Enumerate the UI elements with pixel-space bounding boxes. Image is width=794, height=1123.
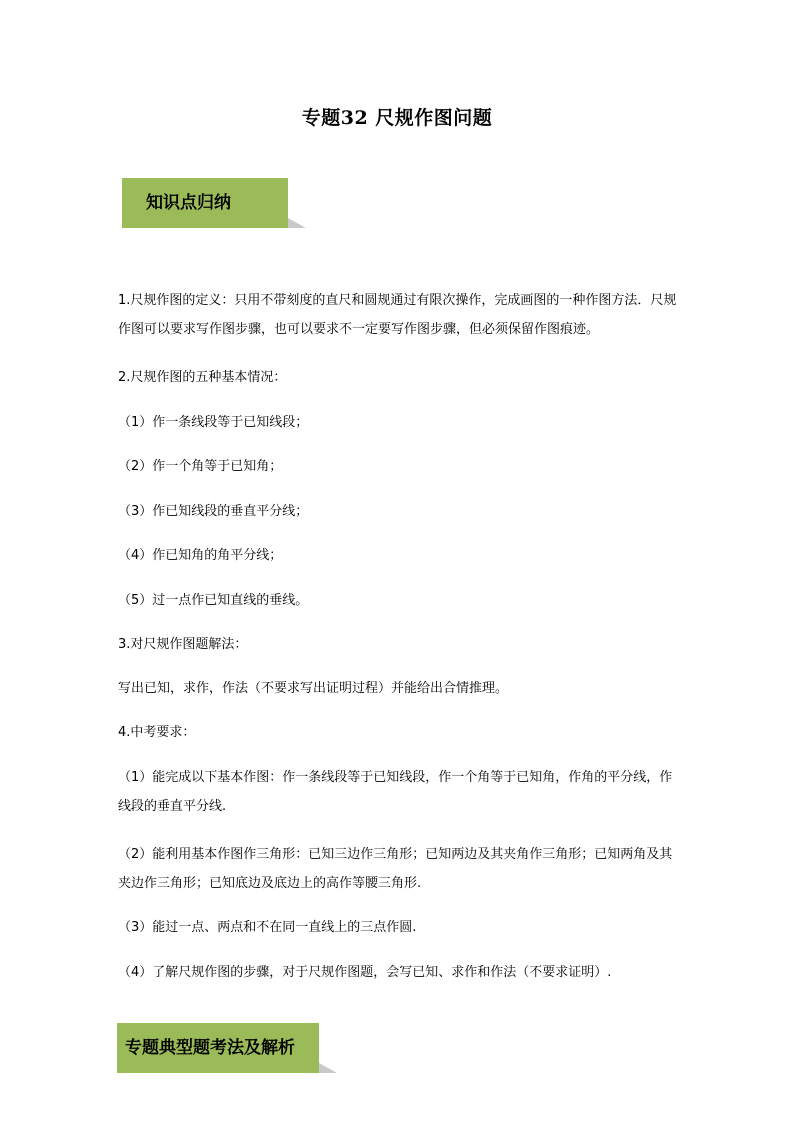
section-heading-knowledge: 知识点归纳 bbox=[122, 178, 288, 228]
list-item: （3）能过一点、两点和不在同一直线上的三点作圆. bbox=[118, 920, 417, 935]
paragraph-five-cases-heading: 2.尺规作图的五种基本情况： bbox=[118, 370, 287, 385]
page-title: 专题32 尺规作图问题 bbox=[301, 107, 493, 129]
paragraph-solution-text: 写出已知，求作，作法（不要求写出证明过程）并能给出合情推理。 bbox=[118, 681, 509, 696]
paragraph-exam-heading: 4.中考要求： bbox=[118, 725, 196, 740]
banner-corner-decoration bbox=[288, 218, 306, 228]
list-item: （4）作已知角的角平分线； bbox=[118, 548, 283, 563]
paragraph-definition: 1.尺规作图的定义：只用不带刻度的直尺和圆规通过有限次操作，完成画图的一种作图方法．尺规作图可以要求写作图步骤，也可以要求不一定要写作图步骤，但必须保留作图痕迹。 bbox=[118, 293, 677, 337]
list-item: （1）能完成以下基本作图：作一条线段等于已知线段，作一个角等于已知角，作角的平分线，作线段的垂直平分线. bbox=[118, 770, 673, 814]
list-item: （2）作一个角等于已知角； bbox=[118, 459, 283, 474]
list-item: （5）过一点作已知直线的垂线。 bbox=[118, 593, 309, 608]
list-item: （4）了解尺规作图的步骤，对于尺规作图题，会写已知、求作和作法（不要求证明）. bbox=[118, 965, 612, 980]
section-banner-examples bbox=[117, 1023, 337, 1075]
paragraph-solution-heading: 3.对尺规作图题解法： bbox=[118, 637, 248, 652]
list-item: （3）作已知线段的垂直平分线； bbox=[118, 504, 309, 519]
list-item: （1）作一条线段等于已知线段； bbox=[118, 415, 309, 430]
list-item: （2）能利用基本作图作三角形：已知三边作三角形；已知两边及其夹角作三角形；已知两角及其夹边作三角形；已知底边及底边上的高作等腰三角形. bbox=[118, 847, 673, 891]
section-heading-examples: 专题典型题考法及解析 bbox=[117, 1023, 319, 1073]
section-banner-knowledge bbox=[122, 178, 308, 230]
banner-corner-decoration bbox=[319, 1063, 337, 1073]
